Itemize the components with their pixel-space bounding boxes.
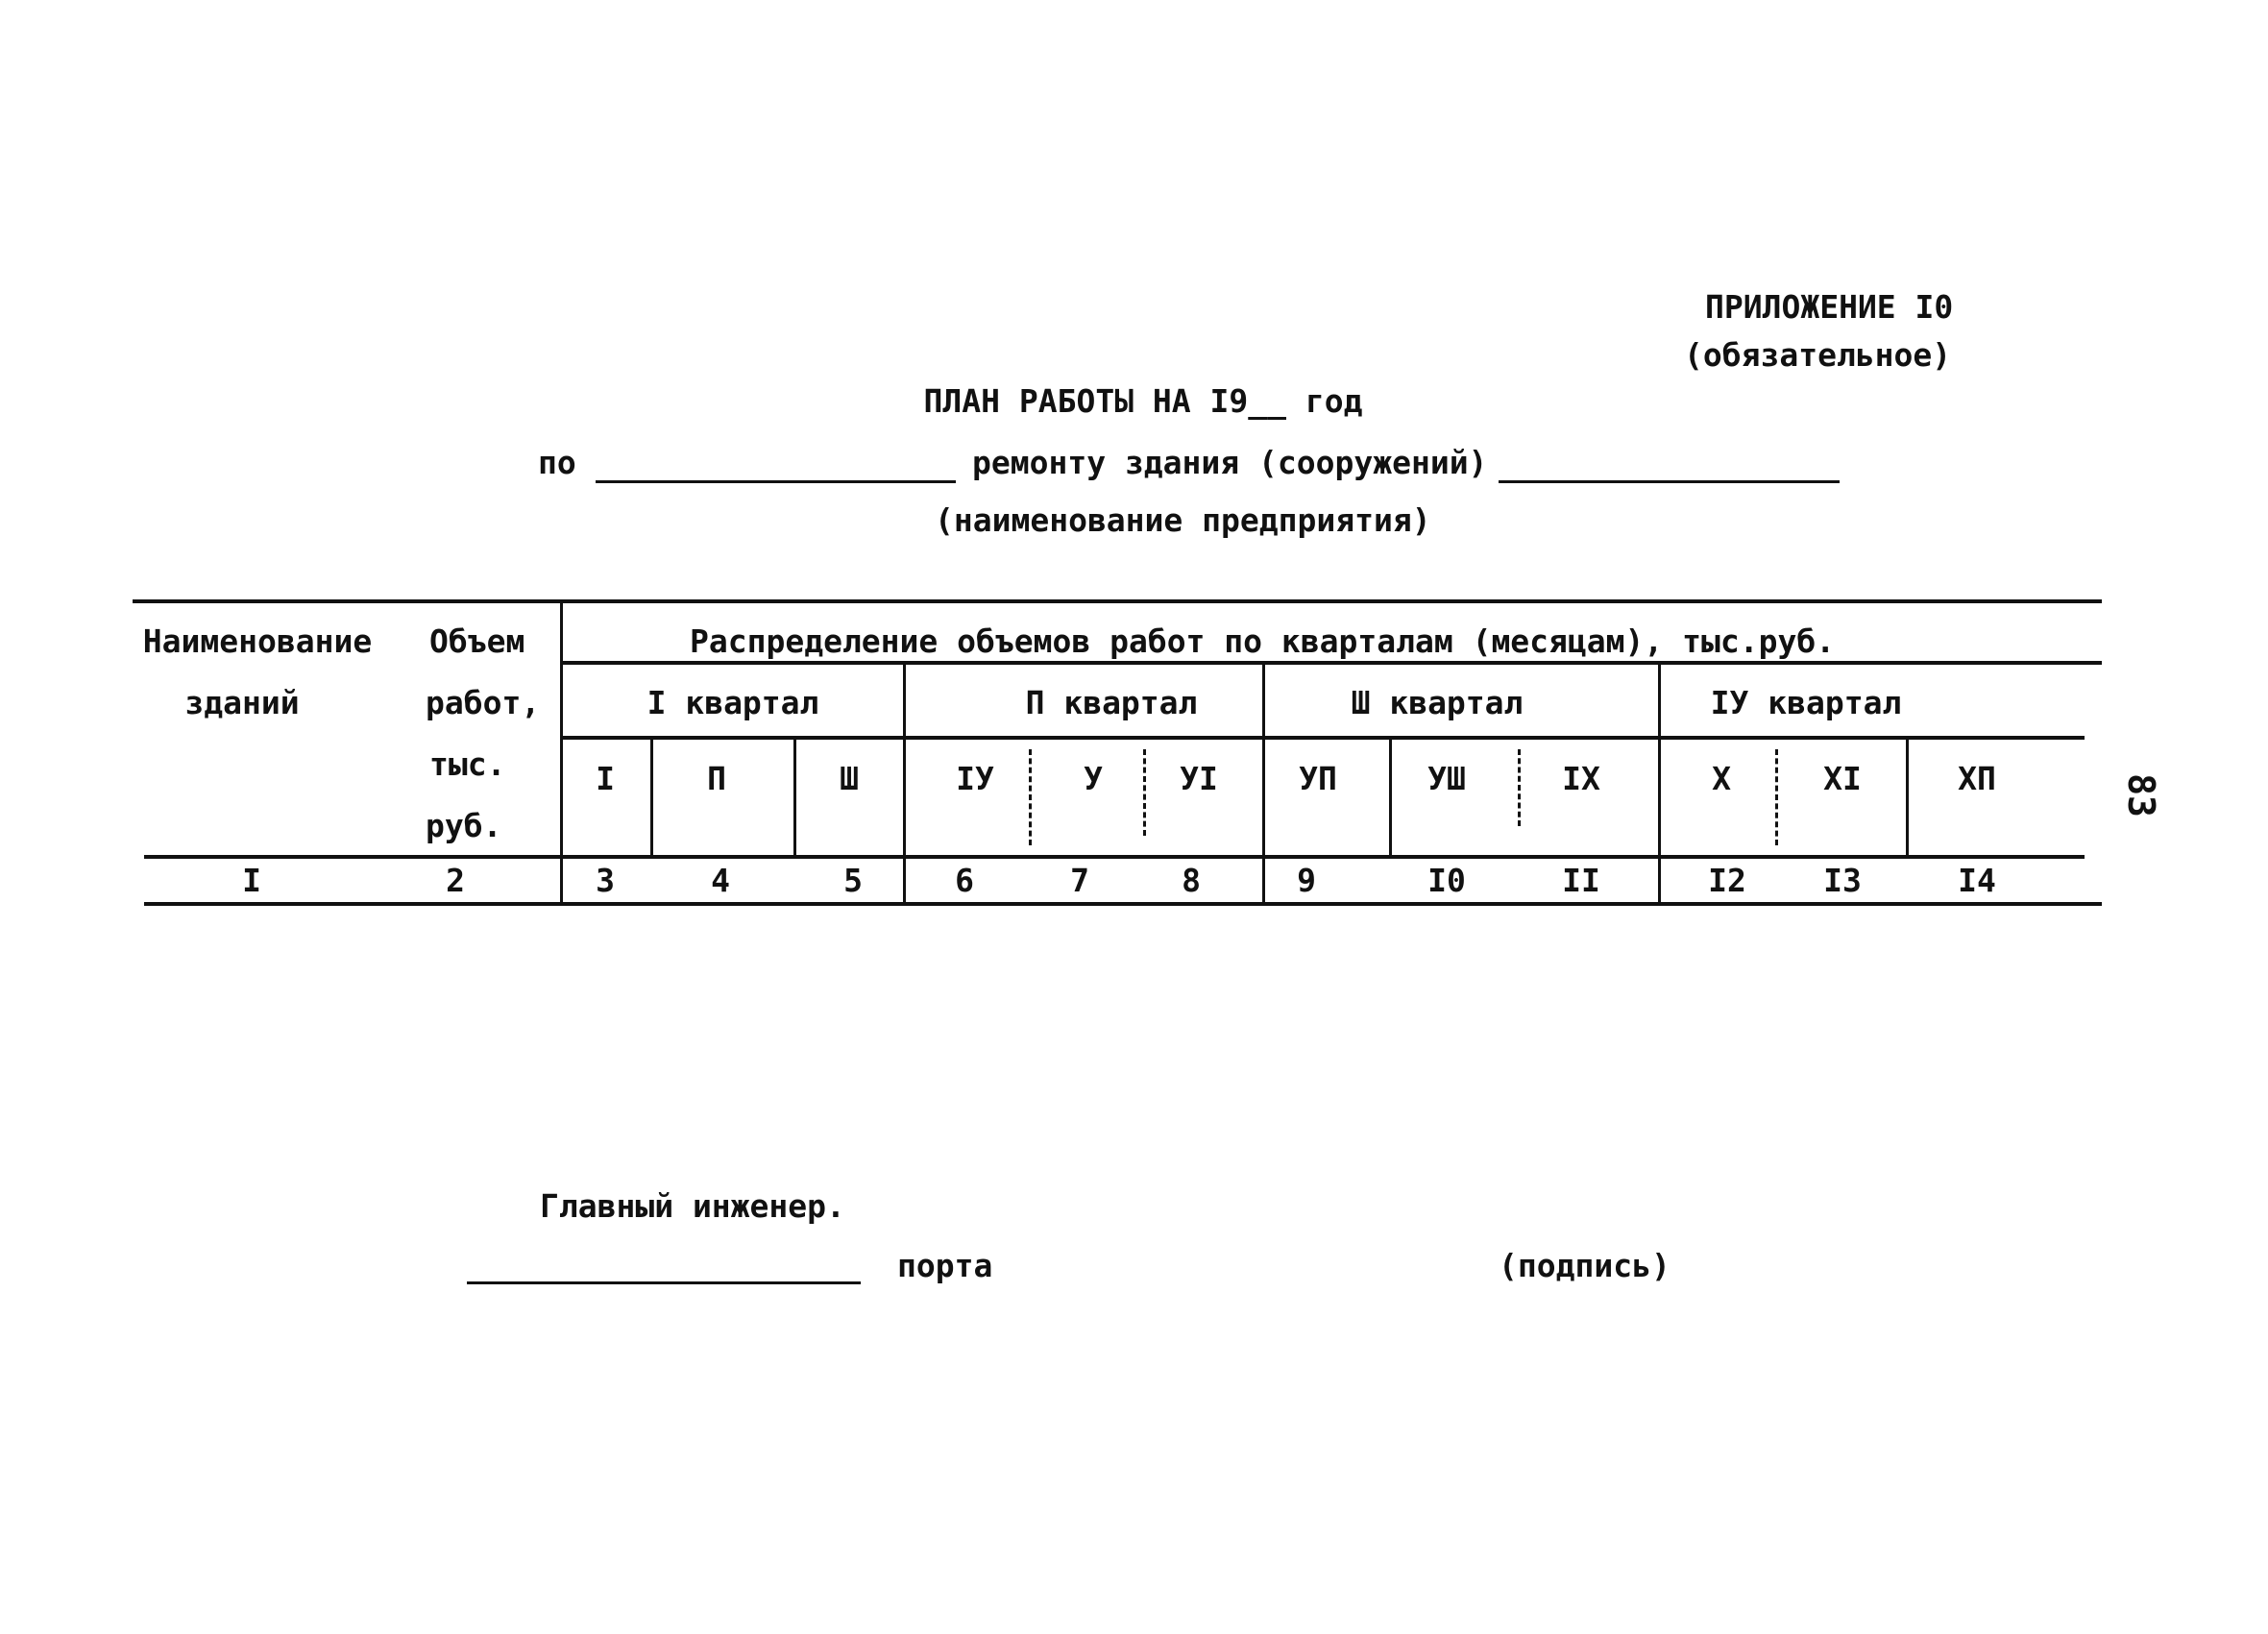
divider-q2-q3 [1262, 661, 1265, 905]
month-10: X [1712, 760, 1731, 797]
col-num-12: I2 [1708, 862, 1746, 899]
col-num-9: 9 [1297, 862, 1316, 899]
header-bottom-rule [144, 855, 2085, 859]
port-label: порта [897, 1247, 993, 1284]
month-7: УП [1299, 760, 1337, 797]
month-1: I [596, 760, 615, 797]
quarter-rule [561, 661, 2102, 665]
blank-line-enterprise [1499, 480, 1840, 483]
col-name-line2: зданий [184, 684, 300, 721]
quarter-2: П квартал [1025, 684, 1198, 721]
line-middle: ремонту здания (сооружений) [972, 444, 1488, 481]
col-volume-line3: тыс. [429, 745, 506, 783]
month-3: Ш [840, 760, 859, 797]
col-num-7: 7 [1070, 862, 1089, 899]
table-top-rule [133, 599, 2102, 603]
signature-blank-line [467, 1281, 861, 1284]
col-num-2: 2 [446, 862, 465, 899]
col-num-13: I3 [1823, 862, 1862, 899]
divider-m2-m3 [793, 736, 796, 855]
quarter-4: IУ квартал [1710, 684, 1902, 721]
table-bottom-rule [144, 902, 2102, 906]
col-num-14: I4 [1958, 862, 1996, 899]
col-num-11: II [1562, 862, 1600, 899]
divider-m5-m6 [1143, 749, 1146, 836]
enterprise-caption: (наименование предприятия) [935, 501, 1431, 539]
col-volume-line1: Объем [429, 622, 525, 660]
col-num-5: 5 [843, 862, 863, 899]
month-4: IУ [956, 760, 994, 797]
divider-m8-m9 [1518, 749, 1521, 826]
appendix-label: ПРИЛОЖЕНИЕ I0 [1705, 288, 1954, 326]
chief-engineer-label: Главный инженер. [540, 1187, 845, 1225]
divider-m7-m8 [1389, 736, 1392, 855]
month-rule [561, 736, 2085, 740]
col-num-3: 3 [596, 862, 615, 899]
divider-m1-m2 [650, 736, 653, 855]
divider-m11-m12 [1906, 736, 1909, 855]
divider-m4-m5 [1029, 749, 1032, 845]
month-6: УI [1180, 760, 1218, 797]
col-num-4: 4 [711, 862, 730, 899]
month-11: XI [1823, 760, 1862, 797]
month-2: П [707, 760, 726, 797]
divider-m10-m11 [1775, 749, 1778, 845]
col-name-line1: Наименование [142, 622, 373, 660]
page-number: 83 [2119, 773, 2162, 817]
distribution-header: Распределение объемов работ по кварталам (месяцам), тыс.руб. [690, 622, 1836, 660]
line-prefix: по [538, 444, 576, 481]
quarter-3: Ш квартал [1351, 684, 1524, 721]
col-num-8: 8 [1182, 862, 1201, 899]
divider-q1-q2 [903, 661, 906, 905]
month-8: УШ [1427, 760, 1466, 797]
month-9: IX [1562, 760, 1600, 797]
month-5: У [1084, 760, 1103, 797]
divider-main [560, 599, 563, 905]
appendix-note: (обязательное) [1684, 336, 1952, 374]
col-num-6: 6 [955, 862, 974, 899]
col-num-1: I [242, 862, 261, 899]
quarter-1: I квартал [646, 684, 819, 721]
divider-q3-q4 [1658, 661, 1661, 905]
col-num-10: I0 [1427, 862, 1466, 899]
col-volume-line2: работ, [426, 684, 541, 721]
col-volume-line4: руб. [426, 807, 502, 844]
month-12: XП [1958, 760, 1996, 797]
blank-line-repair-type [596, 480, 956, 483]
signature-caption: (подпись) [1499, 1247, 1671, 1284]
document-title: ПЛАН РАБОТЫ НА I9__ год [923, 382, 1363, 420]
